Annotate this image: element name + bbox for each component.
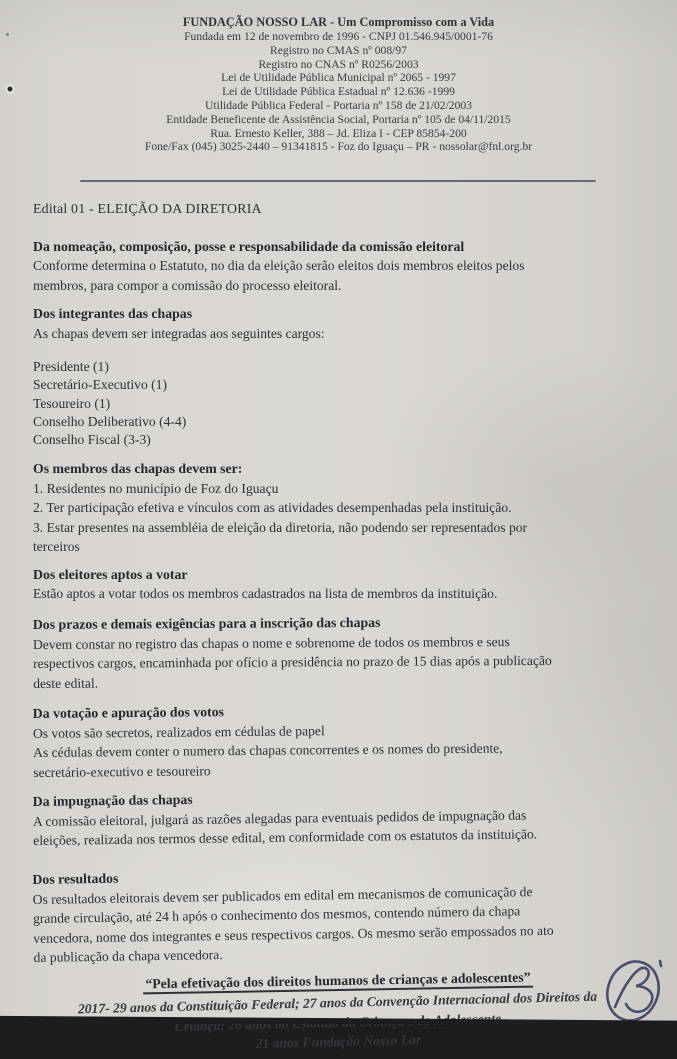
text-line: Os resultados eleitorais devem ser publicados em edital em mecanismos de comunicação de [32, 883, 533, 907]
signature-scribble [602, 953, 670, 1024]
text-line: terceiros [33, 539, 80, 555]
text-line: Os votos são secretos, realizados em cédulas de papel [32, 722, 325, 741]
section-heading: Dos resultados [32, 870, 119, 888]
letterhead-line: Lei de Utilidade Pública Municipal nº 2065 - 1997 [221, 71, 456, 85]
section-heading: Dos prazos e demais exigências para a inscrição das chapas [32, 614, 381, 632]
section-heading: Dos eleitores aptos a votar [33, 566, 188, 582]
letterhead [0, 0, 677, 154]
cargo-list [33, 358, 643, 449]
list-item: Tesoureiro (1) [33, 395, 111, 411]
list-item: Conselho Fiscal (3-3) [33, 431, 151, 447]
section-heading: Da votação e apuração dos votos [32, 703, 225, 721]
divider-line [80, 180, 596, 182]
text-line: Devem constar no registro das chapas o nome e sobrenome de todos os membros e seus [32, 633, 510, 652]
footer-line: 21 anos Fundação Nosso Lar [255, 1032, 422, 1052]
letterhead-line: Utilidade Pública Federal - Portaria nº 158 de 21/02/2003 [205, 98, 472, 112]
edital-title: Edital 01 - ELEIÇÃO DA DIRETORIA [33, 202, 262, 218]
section-heading: Da nomeação, composição, posse e responsabilidade da comissão eleitoral [33, 238, 465, 254]
letterhead-line: Registro no CMAS nº 008/97 [270, 43, 407, 57]
section-impugnacao-chapas [33, 784, 644, 850]
document-body [33, 200, 643, 1052]
section-votacao-apuracao [33, 698, 644, 782]
section-resultados [32, 861, 643, 968]
section-eleitores-aptos [33, 565, 643, 604]
text-line: respectivos cargos, encaminhada por ofício a presidência no prazo de 15 dias após a publicação [33, 652, 552, 671]
text-line: Conforme determina o Estatuto, no dia da eleição serão eleitos dois membros eleitos pelos [33, 258, 525, 274]
dust-speck [6, 33, 9, 36]
footer-line: 2017- 29 anos da Constituição Federal; 27 anos da Convenção Internacional dos Direitos da [77, 988, 598, 1017]
letterhead-line: Fone/Fax (045) 3025-2440 – 91341815 - Foz do Iguaçu – PR - nossolar@fnl.org.br [144, 140, 533, 154]
section-heading: Dos integrantes das chapas [33, 306, 193, 322]
text-line: 1. Residentes no município de Foz do Iguaçu [33, 480, 279, 496]
section-heading: Os membros das chapas devem ser: [33, 461, 243, 477]
text-line: 2. Ter participação efetiva e vínculos com as atividades desempenhadas pela instituição. [33, 500, 512, 516]
letterhead-line: Entidade Beneficente de Assistência Social, Portaria nº 105 de 04/11/2015 [166, 112, 511, 126]
list-item: Conselho Deliberativo (4-4) [33, 413, 187, 429]
letterhead-line: Rua. Ernesto Keller, 388 – Jd. Eliza I - CEP 85854-200 [210, 126, 467, 140]
section-prazos-inscricao [33, 611, 643, 693]
letterhead-line: Registro no CNAS nº R0256/2003 [258, 57, 419, 71]
slogan-text: “Pela efetivação dos direitos humanos de crianças e adolescentes” [143, 969, 533, 994]
section-comissao-eleitoral [33, 237, 643, 296]
text-line: As chapas devem ser integradas aos seguintes cargos: [33, 325, 325, 341]
list-item: Presidente (1) [33, 359, 109, 375]
text-line: secretário-executivo e tesoureiro [33, 762, 211, 780]
section-membros-chapas [33, 459, 643, 557]
letterhead-line: Lei de Utilidade Pública Estadual nº 12.636 -1999 [222, 85, 455, 99]
text-line: A comissão eleitoral, julgará as razões alegadas para eventuais pedidos de impugnação das [32, 806, 527, 829]
text-line: As cédulas devem conter o numero das chapas concorrentes e os nomes do presidente, [33, 740, 503, 760]
section-heading: Da impugnação das chapas [32, 791, 193, 809]
org-name: FUNDAÇÃO NOSSO LAR - Um Compromisso com a Vida [182, 15, 495, 29]
text-line: 3. Estar presentes na assembléia de eleição da diretoria, não podendo ser representados por [33, 519, 528, 535]
list-item: Secretário-Executivo (1) [33, 377, 167, 393]
punch-hole-mark [4, 82, 16, 96]
section-integrantes-chapas [33, 304, 643, 449]
letterhead-line: Fundada em 12 de novembro de 1996 - CNPJ 01.546.945/0001-76 [184, 30, 493, 43]
text-line: vencedora, nome dos integrantes e seus respectivos cargos. Os mesmo serão empossados no ato [33, 922, 554, 946]
text-line: da publicação da chapa vencedora. [33, 947, 223, 966]
text-line: membros, para compor a comissão do processo eleitoral. [33, 277, 342, 293]
text-line: Estão aptos a votar todos os membros cadastrados na lista de membros da instituição. [33, 586, 498, 602]
text-line: grande circulação, até 24 h após o conhecimento dos mesmos, contendo número da chapa [32, 903, 521, 927]
text-line: eleições, realizada nos termos desse edital, em conformidade com os estatutos da instituição. [33, 826, 538, 848]
text-line: deste edital. [33, 674, 99, 691]
